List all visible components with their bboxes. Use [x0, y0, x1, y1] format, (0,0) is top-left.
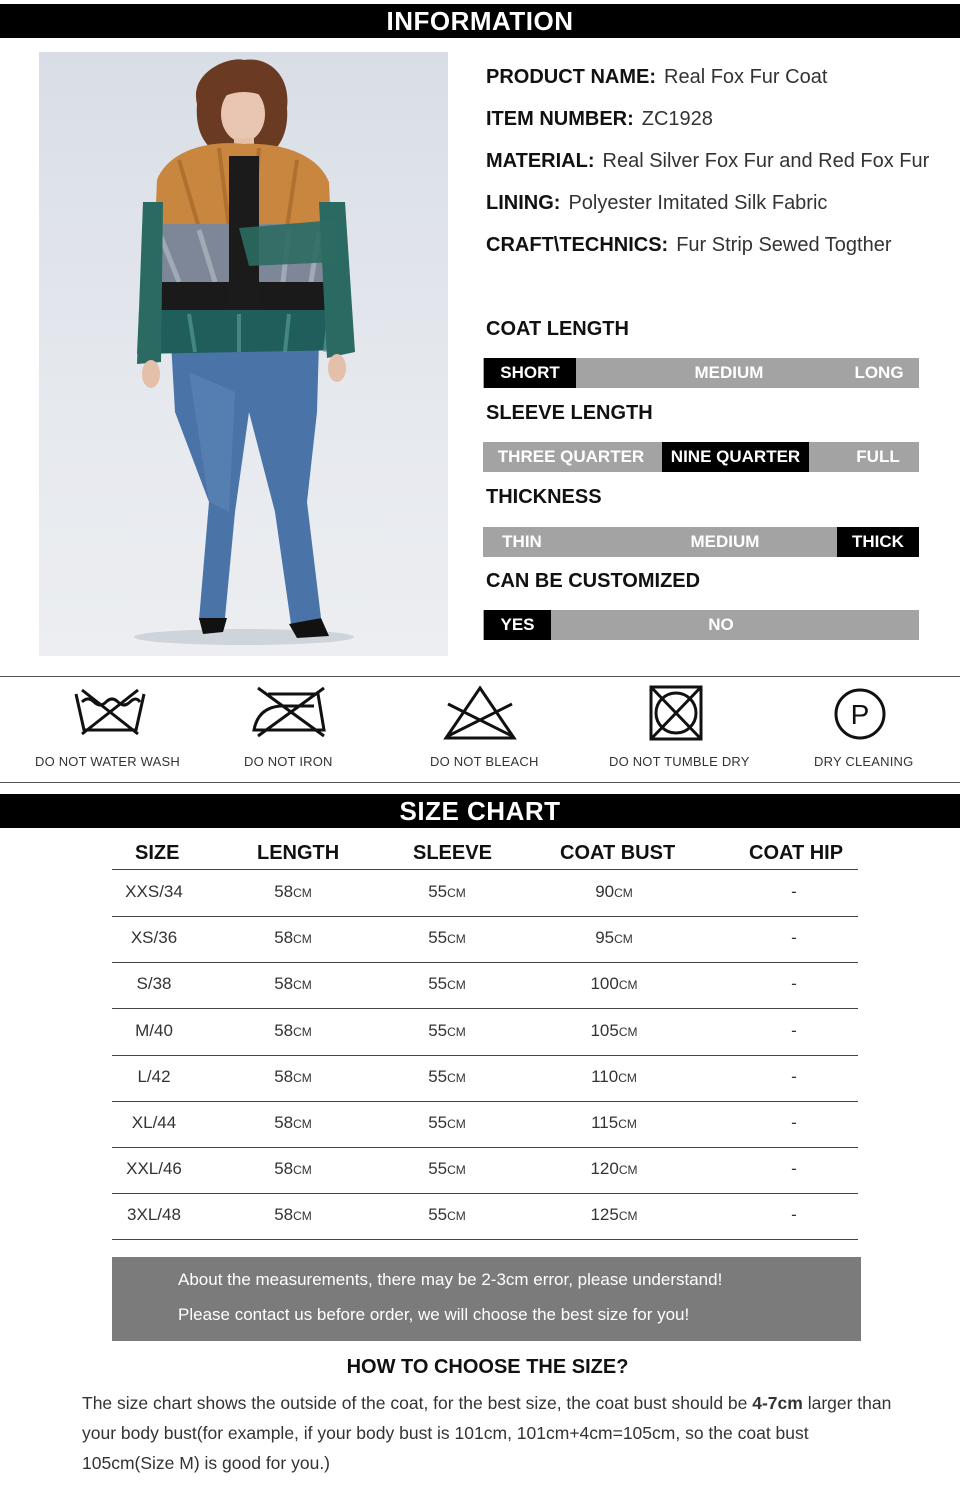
- lining-value: Polyester Imitated Silk Fabric: [568, 192, 828, 214]
- care-divider-top: [0, 676, 960, 677]
- thickness-thin: THIN: [502, 532, 542, 551]
- table-cell: -: [791, 882, 797, 901]
- table-cell: 58CM: [274, 882, 312, 901]
- table-cell: 58CM: [274, 974, 312, 994]
- sleeve-length-title: SLEEVE LENGTH: [486, 402, 653, 424]
- table-cell: 55CM: [428, 1205, 466, 1225]
- table-cell: 55CM: [428, 928, 466, 948]
- size-chart-banner: SIZE CHART: [0, 794, 960, 828]
- table-row-line: [112, 1239, 858, 1240]
- header-sleeve: SLEEVE: [413, 842, 492, 864]
- product-name-row: [486, 64, 827, 90]
- care-label-wash: DO NOT WATER WASH: [35, 754, 180, 769]
- thickness-thick: THICK: [837, 527, 919, 557]
- information-banner: INFORMATION: [0, 4, 960, 38]
- table-cell: 55CM: [428, 974, 466, 994]
- table-cell: 95CM: [595, 928, 633, 948]
- how-to-text-bold: 4-7cm: [752, 1393, 803, 1413]
- table-cell: 58CM: [274, 1205, 312, 1225]
- how-to-text: [82, 1388, 902, 1478]
- table-cell: -: [791, 974, 797, 994]
- table-cell: -: [791, 1205, 797, 1225]
- care-label-iron: DO NOT IRON: [244, 754, 333, 769]
- coat-length-title: COAT LENGTH: [486, 318, 629, 340]
- sleeve-nine-quarter: NINE QUARTER: [662, 442, 809, 472]
- note-line-2: Please contact us before order, we will choose the best size for you!: [178, 1305, 690, 1324]
- dry-clean-icon: [832, 684, 888, 742]
- table-cell: 58CM: [274, 928, 312, 948]
- table-cell: 110CM: [591, 1066, 637, 1086]
- item-number-row: [486, 106, 713, 132]
- table-cell: 58CM: [274, 1066, 312, 1086]
- table-row-line: [112, 1147, 858, 1148]
- craft-label: CRAFT\TECHNICS:: [486, 234, 669, 256]
- table-row-line: [112, 1055, 858, 1056]
- table-cell: 115CM: [591, 1113, 637, 1132]
- sleeve-length-bar: [483, 442, 919, 472]
- table-cell: 3XL/48: [127, 1205, 181, 1225]
- product-name-label: PRODUCT NAME:: [486, 66, 656, 88]
- table-cell: XS/36: [130, 928, 178, 948]
- table-cell: -: [791, 1159, 797, 1179]
- table-cell: -: [791, 1066, 797, 1086]
- table-cell: 55CM: [428, 1113, 466, 1132]
- table-cell: S/38: [136, 974, 172, 994]
- sleeve-full: FULL: [856, 447, 900, 466]
- coat-length-medium: MEDIUM: [694, 363, 764, 382]
- measurement-note: [112, 1257, 861, 1341]
- table-cell: 55CM: [428, 882, 466, 901]
- product-photo: [39, 52, 448, 656]
- table-cell: -: [791, 1113, 797, 1132]
- material-value: Real Silver Fox Fur and Red Fox Fur: [602, 150, 930, 172]
- table-cell: 58CM: [274, 1159, 312, 1179]
- material-label: MATERIAL:: [486, 150, 595, 172]
- table-cell: XXS/34: [125, 882, 183, 901]
- header-size: SIZE: [135, 842, 180, 864]
- table-header-line: [112, 869, 858, 870]
- table-row-line: [112, 1193, 858, 1194]
- table-cell: 125CM: [590, 1205, 638, 1225]
- coat-length-short: SHORT: [484, 358, 576, 388]
- customized-yes: YES: [484, 610, 551, 640]
- svg-text:P: P: [850, 699, 870, 730]
- table-cell: 90CM: [595, 882, 633, 901]
- table-cell: 55CM: [428, 1020, 466, 1040]
- care-label-dry-clean: DRY CLEANING: [814, 754, 914, 769]
- care-label-bleach: DO NOT BLEACH: [430, 754, 539, 769]
- table-cell: XL/44: [131, 1113, 177, 1132]
- thickness-bar: [483, 527, 919, 557]
- how-to-text-end: larger than your body bust(for example, if your body bust is 101cm, 101cm+4cm=105cm, so the coat bust 105cm(Size M) is good for you.): [82, 1393, 892, 1473]
- header-coat-bust: COAT BUST: [560, 842, 676, 864]
- customized-title: CAN BE CUSTOMIZED: [486, 570, 701, 592]
- table-cell: 55CM: [428, 1066, 466, 1086]
- thickness-title: THICKNESS: [486, 486, 602, 508]
- table-cell: -: [791, 1020, 797, 1040]
- table-row-line: [112, 1101, 858, 1102]
- no-wash-icon: [72, 684, 148, 740]
- table-cell: 58CM: [274, 1113, 312, 1132]
- table-row-line: [112, 962, 858, 963]
- material-row: [486, 148, 929, 174]
- product-name-value: Real Fox Fur Coat: [664, 66, 828, 88]
- header-length: LENGTH: [257, 842, 340, 864]
- item-number-value: ZC1928: [641, 108, 713, 130]
- table-cell: XXL/46: [126, 1159, 182, 1179]
- no-tumble-dry-icon: [648, 684, 704, 742]
- no-iron-icon: [248, 684, 332, 740]
- table-row-line: [112, 916, 858, 917]
- table-cell: L/42: [137, 1066, 171, 1086]
- table-row-line: [112, 1008, 858, 1009]
- item-number-label: ITEM NUMBER:: [486, 108, 634, 130]
- care-divider-bottom: [0, 782, 960, 783]
- lining-label: LINING:: [486, 192, 561, 214]
- table-cell: 58CM: [274, 1020, 312, 1040]
- customized-bar: [483, 610, 919, 640]
- how-to-text-start: The size chart shows the outside of the coat, for the best size, the coat bust should be: [82, 1393, 753, 1413]
- table-cell: M/40: [135, 1020, 173, 1040]
- table-cell: 55CM: [428, 1159, 466, 1179]
- table-cell: 100CM: [590, 974, 638, 994]
- craft-value: Fur Strip Sewed Togther: [676, 234, 892, 256]
- thickness-medium: MEDIUM: [690, 532, 760, 551]
- table-cell: 120CM: [590, 1159, 638, 1179]
- coat-length-long: LONG: [854, 363, 904, 382]
- customized-no: NO: [708, 615, 734, 634]
- care-label-tumble: DO NOT TUMBLE DRY: [609, 754, 750, 769]
- craft-row: [486, 232, 892, 258]
- lining-row: [486, 190, 827, 216]
- table-cell: 105CM: [590, 1020, 638, 1040]
- table-cell: -: [791, 928, 797, 948]
- no-bleach-icon: [442, 684, 518, 742]
- how-to-title: HOW TO CHOOSE THE SIZE?: [346, 1356, 629, 1378]
- header-coat-hip: COAT HIP: [749, 842, 844, 864]
- coat-length-bar: [483, 358, 919, 388]
- sleeve-three-quarter: THREE QUARTER: [497, 447, 645, 466]
- note-line-1: About the measurements, there may be 2-3cm error, please understand!: [178, 1270, 723, 1289]
